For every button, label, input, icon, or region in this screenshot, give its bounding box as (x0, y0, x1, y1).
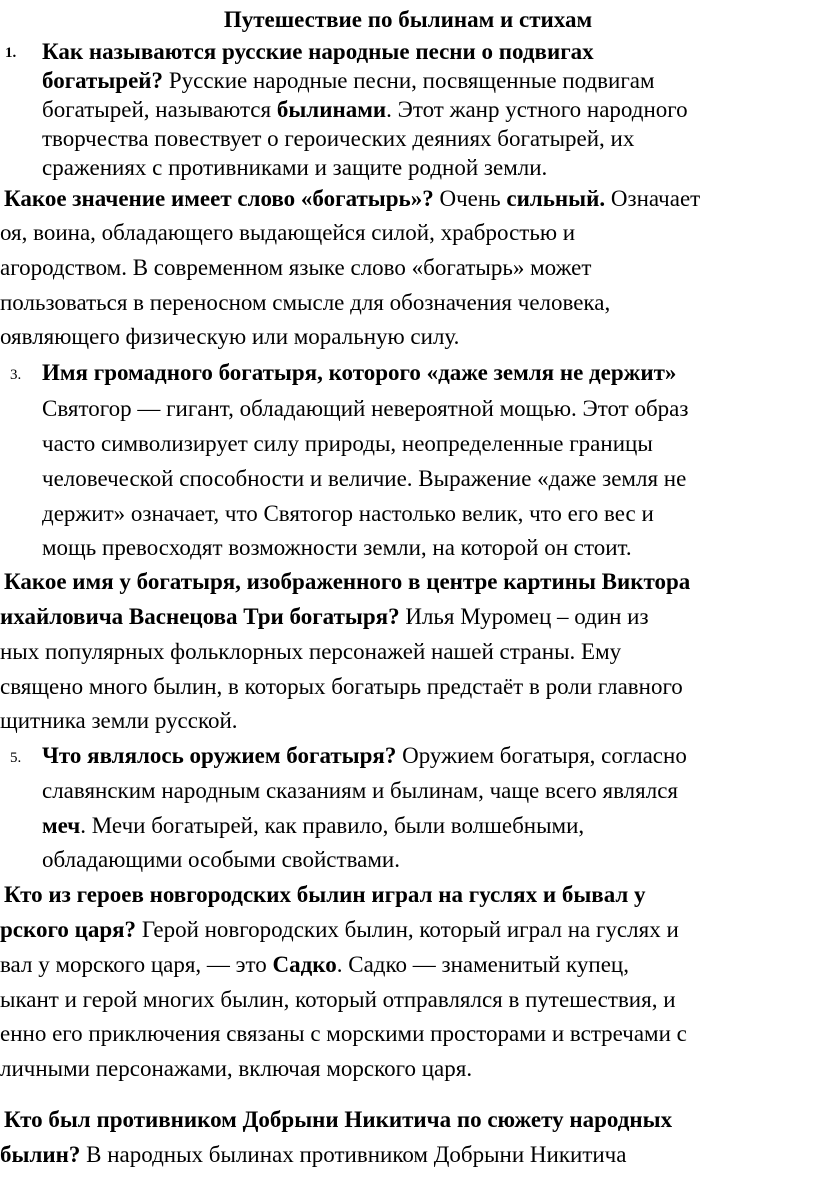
text-line (4, 565, 690, 599)
text-line: часто символизирует силу природы, неопределенные границы (42, 431, 653, 456)
answer-text: . Этот жанр устного народного (386, 97, 688, 122)
text-line (42, 809, 584, 843)
item-number: 1. (5, 45, 17, 61)
question-text: Имя громадного богатыря, которого «даже земля не держит» (42, 360, 677, 385)
question-text: Кто был противником Добрыни Никитича по сюжету народных (4, 1107, 673, 1132)
text-line (0, 913, 679, 947)
item-number: 3. (10, 367, 22, 383)
answer-keyword: сильный. (506, 186, 606, 211)
text-line (42, 739, 687, 773)
text-line: человеческой способности и величие. Выражение «даже земля не (42, 466, 687, 491)
text-line (4, 878, 646, 912)
question-text: Что являлось оружием богатыря? (42, 743, 397, 768)
text-line: енно его приключения связаны с морскими просторами и встречами с (0, 1021, 687, 1046)
answer-text: Герой новгородских былин, который играл на гуслях и (136, 917, 679, 942)
text-line (0, 948, 629, 982)
answer-text: вал у морского царя, — это (0, 952, 273, 977)
text-line: держит» означает, что Святогор настолько велик, что его вес и (42, 501, 654, 526)
text-line: ыкант и герой многих былин, который отправлялся в путешествия, и (0, 987, 676, 1012)
page-title: Путешествие по былинам и стихам (223, 7, 593, 32)
text-line: ных популярных фольклорных персонажей нашей страны. Ему (0, 639, 622, 664)
text-line: агородством. В современном языке слово «богатырь» может (0, 255, 592, 280)
answer-text: В народных былинах противником Добрыни Никитича (80, 1142, 627, 1167)
text-line: пользоваться в переносном смысле для обозначения человека, (0, 290, 611, 315)
text-line: мощь превосходят возможности земли, на которой он стоит. (42, 535, 632, 560)
answer-text: богатырей, называются (42, 97, 277, 122)
text-line (4, 182, 700, 216)
text-line: славянским народным сказаниям и былинам, чаще всего являлся (42, 778, 679, 803)
text-line: Святогор — гигант, обладающий невероятной мощью. Этот образ (42, 396, 689, 421)
text-line (0, 600, 649, 634)
text-line (42, 356, 676, 390)
answer-text: Илья Муромец – один из (399, 604, 649, 629)
answer-text: Оружием богатыря, согласно (396, 743, 687, 768)
text-line: оявляющего физическую или моральную силу. (0, 324, 460, 349)
answer-keyword: меч (42, 813, 81, 838)
question-text: Как называются русские народные песни о подвигах (42, 39, 594, 64)
question-text: былин? (0, 1142, 81, 1167)
text-line: оя, воина, обладающего выдающейся силой, храбростью и (0, 220, 576, 245)
question-text: рского царя? (0, 917, 137, 942)
text-line (4, 1103, 672, 1137)
text-line (0, 1138, 626, 1172)
question-text: ихайловича Васнецова Три богатыря? (0, 604, 400, 629)
text-line: обладающими особыми свойствами. (42, 847, 400, 872)
answer-text: . Мечи богатырей, как правило, были волшебными, (80, 813, 585, 838)
question-text: богатырей? (42, 68, 164, 93)
text-line: сражениях с противниками и защите родной земли. (42, 155, 548, 180)
question-text: Какое имя у богатыря, изображенного в центре картины Виктора (4, 569, 691, 594)
answer-keyword: былинами (276, 97, 387, 122)
text-line: щитника земли русской. (0, 708, 238, 733)
answer-keyword: Садко (272, 952, 337, 977)
text-line: священо много былин, в которых богатырь предстаёт в роли главного (0, 674, 683, 699)
question-text: Какое значение имеет слово «богатырь»? (4, 186, 434, 211)
answer-text: . Садко — знаменитый купец, (336, 952, 629, 977)
answer-text: Очень (433, 186, 507, 211)
answer-text: Означает (605, 186, 701, 211)
text-line: творчества повествует о героических деяниях богатырей, их (42, 126, 635, 151)
question-text: Кто из героев новгородских былин играл на гуслях и бывал у (4, 882, 646, 907)
item-number: 5. (10, 750, 22, 766)
text-line: личными персонажами, включая морского царя. (0, 1056, 473, 1081)
answer-text: Русские народные песни, посвященные подвигам (163, 68, 655, 93)
